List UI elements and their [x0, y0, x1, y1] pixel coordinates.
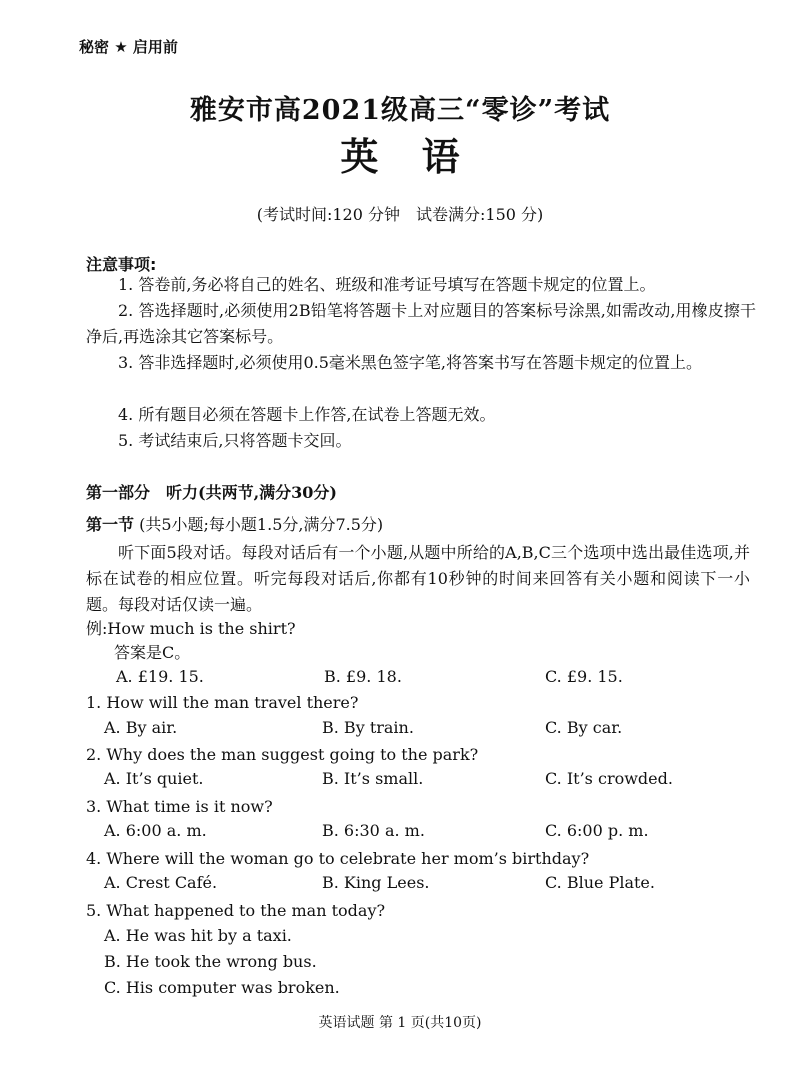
page-footer: 英语试题 第 1 页(共10页)	[318, 1015, 482, 1031]
q1-option-c: C. By car.	[545, 718, 623, 737]
note-item-3: 3. 答非选择题时,必须使用0.5毫米黑色签字笔,将答案书写在答题卡规定的位置上。	[118, 353, 702, 372]
q1-option-b: B. By train.	[322, 718, 414, 737]
q5-option-b: B. He took the wrong bus.	[104, 952, 317, 971]
q2-option-a: A. It’s quiet.	[104, 769, 204, 788]
example-option-c: C. £9. 15.	[545, 667, 623, 686]
question-4: 4. Where will the woman go to celebrate her mom’s birthday?	[86, 849, 590, 868]
example-option-b: B. £9. 18.	[324, 667, 402, 686]
exam-info: (考试时间:120 分钟 试卷满分:150 分)	[256, 205, 544, 224]
example-option-a: A. £19. 15.	[116, 667, 204, 686]
q1-option-a: A. By air.	[104, 718, 178, 737]
section1-title: 第一节	[86, 515, 135, 534]
subject-title: 英 语	[340, 134, 460, 179]
part1-heading: 第一部分 听力(共两节,满分30分)	[86, 483, 337, 502]
q4-option-b: B. King Lees.	[322, 873, 430, 892]
q3-option-c: C. 6:00 p. m.	[545, 821, 649, 840]
q3-option-b: B. 6:30 a. m.	[322, 821, 425, 840]
question-1: 1. How will the man travel there?	[86, 693, 359, 712]
question-2: 2. Why does the man suggest going to the park?	[86, 745, 479, 764]
question-3: 3. What time is it now?	[86, 797, 273, 816]
q2-option-b: B. It’s small.	[322, 769, 424, 788]
note-item-5: 5. 考试结束后,只将答题卡交回。	[118, 431, 352, 450]
q5-option-c: C. His computer was broken.	[104, 978, 340, 997]
q4-option-c: C. Blue Plate.	[545, 873, 655, 892]
listening-instructions: 听下面5段对话。每段对话后有一个小题,从题中所给的A,B,C三个选项中选出最佳选项,并标在试卷的相应位置。听完每段对话后,你都有10秒钟的时间来回答有关小题和阅读下一小题。每段对话仅读一遍。	[86, 543, 750, 614]
example-answer: 答案是C。	[114, 643, 191, 662]
q4-option-a: A. Crest Café.	[104, 873, 218, 892]
q5-option-a: A. He was hit by a taxi.	[104, 926, 292, 945]
confidential-label: 秘密 ★ 启用前	[79, 38, 178, 56]
q3-option-a: A. 6:00 a. m.	[104, 821, 207, 840]
note-item-4: 4. 所有题目必须在答题卡上作答,在试卷上答题无效。	[118, 405, 496, 424]
note-item-1: 1. 答卷前,务必将自己的姓名、班级和准考证号填写在答题卡规定的位置上。	[118, 275, 656, 294]
question-5: 5. What happened to the man today?	[86, 901, 386, 920]
note-item-2: 2. 答选择题时,必须使用2B铅笔将答题卡上对应题目的答案标号涂黑,如需改动,用橡皮擦干净后,再选涂其它答案标号。	[86, 301, 756, 346]
section1-desc: (共5小题;每小题1.5分,满分7.5分)	[139, 515, 384, 534]
example-question: 例:How much is the shirt?	[86, 619, 296, 638]
notes-heading: 注意事项:	[86, 255, 157, 274]
section1-heading	[86, 512, 383, 535]
q2-option-c: C. It’s crowded.	[545, 769, 673, 788]
exam-title: 雅安市高2021级高三“零诊”考试	[189, 95, 611, 126]
